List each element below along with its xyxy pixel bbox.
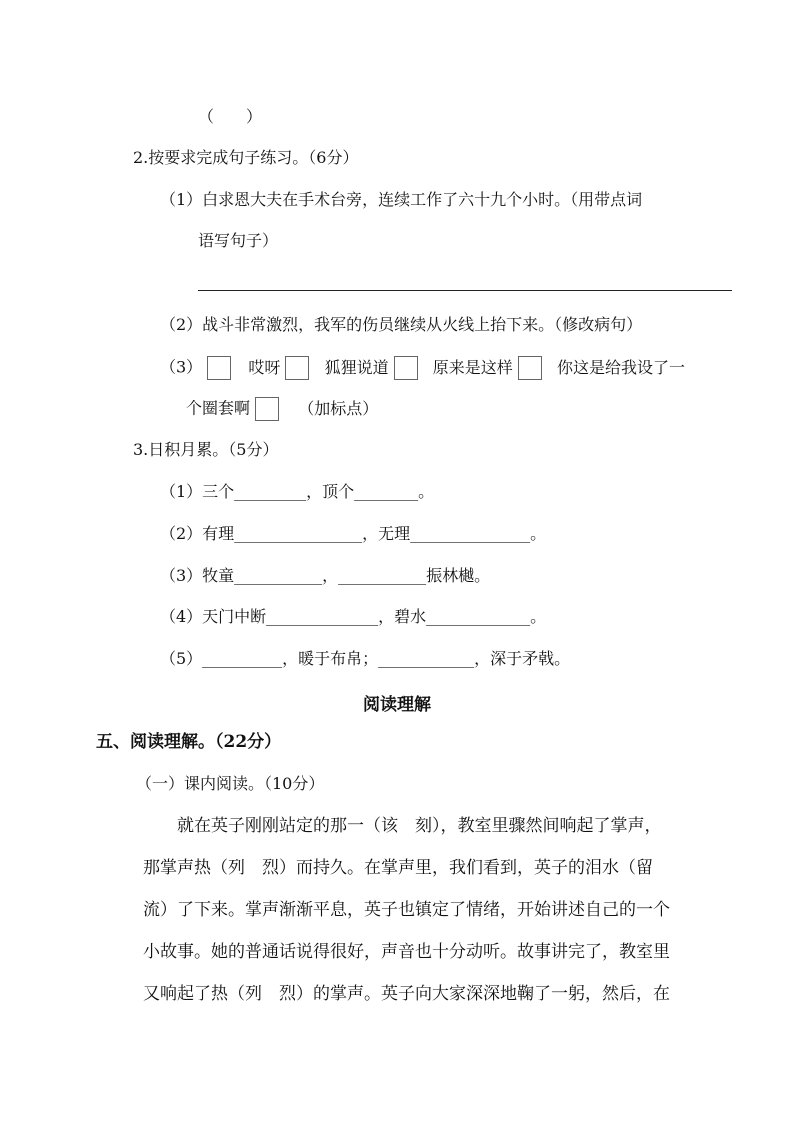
punctuation-box-3[interactable]	[394, 356, 418, 380]
item-3-seg-1: 哎呀	[248, 357, 281, 377]
answer-parenthesis: （ ）	[198, 107, 263, 126]
item-3-seg-5: 个圈套啊	[186, 398, 251, 418]
passage-line-2: 那掌声热（列 烈）而持久。在掌声里，我们看到，英子的泪水（留	[143, 858, 653, 878]
question-2-item-1-line-1: （1）白求恩大夫在手术台旁，连续工作了六十九个小时。（用带点词	[160, 190, 643, 209]
item-3-label: （3）	[160, 357, 203, 377]
fill-blank-item-2[interactable]: （2）有理________________，无理_______________。	[160, 524, 547, 543]
item-3-seg-4: 你这是给我设了一	[556, 357, 685, 377]
part-5-title: 五、阅读理解。（22分）	[96, 732, 282, 752]
item-3-seg-2: 狐狸说道	[324, 357, 389, 377]
punctuation-box-2[interactable]	[285, 356, 309, 380]
punctuation-box-1[interactable]	[207, 356, 231, 380]
passage-line-1: 就在英子刚刚站定的那一（该 刻），教室里骤然间响起了掌声，	[177, 816, 662, 836]
part-5-subtitle: （一）课内阅读。（10分）	[136, 774, 325, 793]
item-3-suffix: （加标点）	[298, 398, 379, 418]
question-2-title: 2.按要求完成句子练习。（6分）	[133, 148, 359, 167]
question-2-item-3-line-2	[186, 397, 378, 421]
answer-line[interactable]	[198, 290, 732, 291]
fill-blank-item-4[interactable]: （4）天门中断______________，碧水_____________。	[160, 607, 547, 626]
punctuation-box-4[interactable]	[518, 356, 542, 380]
question-2-item-3-line-1	[160, 356, 685, 380]
fill-blank-item-1[interactable]: （1）三个_________，顶个________。	[160, 482, 435, 501]
passage-line-4: 小故事。她的普通话说得很好，声音也十分动听。故事讲完了，教室里	[143, 942, 670, 962]
section-header: 阅读理解	[363, 695, 431, 715]
punctuation-box-5[interactable]	[255, 397, 279, 421]
question-3-title: 3.日积月累。（5分）	[133, 440, 279, 459]
fill-blank-item-5[interactable]: （5）__________，暖于布帛；____________，深于矛戟。	[160, 649, 571, 668]
passage-line-3: 流）了下来。掌声渐渐平息，英子也镇定了情绪，开始讲述自己的一个	[143, 900, 670, 920]
fill-blank-item-3[interactable]: （3）牧童___________，___________振林樾。	[160, 566, 491, 585]
question-2-item-1-line-2: 语写句子）	[198, 231, 279, 250]
passage-line-5: 又响起了热（列 烈）的掌声。英子向大家深深地鞠了一躬，然后，在	[143, 984, 670, 1004]
item-3-seg-3: 原来是这样	[432, 357, 513, 377]
question-2-item-2: （2）战斗非常激烈，我军的伤员继续从火线上抬下来。（修改病句）	[160, 315, 643, 334]
